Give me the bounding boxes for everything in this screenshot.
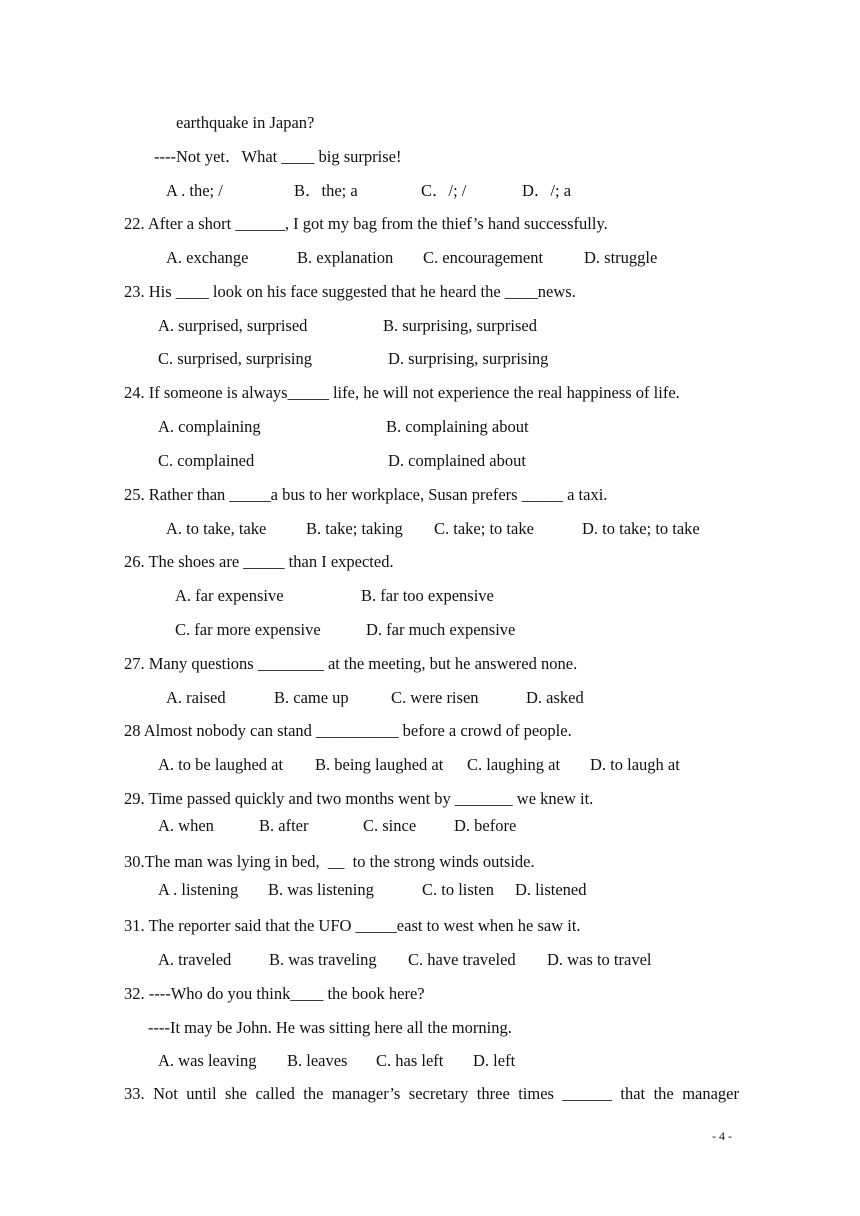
- q32-option-a: A. was leaving: [158, 1051, 257, 1070]
- q24-option-d: D. complained about: [388, 451, 526, 470]
- q21-option-a: A . the; /: [166, 181, 223, 200]
- q23-option-d: D. surprising, surprising: [388, 349, 549, 368]
- q25-option-c: C. take; to take: [434, 519, 534, 538]
- q30-option-b: B. was listening: [268, 880, 374, 899]
- q21-option-d: D．/; a: [522, 181, 572, 200]
- question-24: 24. If someone is always_____ life, he will not experience the real happiness of life.: [124, 383, 680, 402]
- page-number: - 4 -: [712, 1129, 732, 1143]
- q24-option-a: A. complaining: [158, 417, 261, 436]
- question-22: 22. After a short ______, I got my bag from the thief’s hand successfully.: [124, 214, 608, 233]
- q32-option-c: C. has left: [376, 1051, 444, 1070]
- q31-option-a: A. traveled: [158, 950, 232, 969]
- q27-option-c: C. were risen: [391, 688, 479, 707]
- q22-option-d: D. struggle: [584, 248, 658, 267]
- q28-option-c: C. laughing at: [467, 755, 561, 774]
- q25-option-d: D. to take; to take: [582, 519, 700, 538]
- q29-option-a: A. when: [158, 816, 214, 835]
- q23-option-c: C. surprised, surprising: [158, 349, 312, 368]
- q21-option-c: C．/; /: [421, 181, 467, 200]
- question-26: 26. The shoes are _____ than I expected.: [124, 552, 394, 571]
- question-31: 31. The reporter said that the UFO _____east to west when he saw it.: [124, 916, 581, 935]
- q25-option-b: B. take; taking: [306, 519, 403, 538]
- q24-option-c: C. complained: [158, 451, 255, 470]
- question-30: 30.The man was lying in bed, __ to the strong winds outside.: [124, 852, 535, 871]
- q28-option-a: A. to be laughed at: [158, 755, 284, 774]
- question-23: 23. His ____ look on his face suggested that he heard the ____news.: [124, 282, 576, 301]
- question-32: 32. ----Who do you think____ the book here?: [124, 984, 425, 1003]
- q29-option-d: D. before: [454, 816, 517, 835]
- q21-option-b: B．the; a: [294, 181, 358, 200]
- q32-option-b: B. leaves: [287, 1051, 348, 1070]
- question-27: 27. Many questions ________ at the meeting, but he answered none.: [124, 654, 578, 673]
- q29-option-b: B. after: [259, 816, 309, 835]
- q27-option-d: D. asked: [526, 688, 584, 707]
- q26-option-a: A. far expensive: [175, 586, 284, 605]
- q24-option-b: B. complaining about: [386, 417, 529, 436]
- question-32-reply: ----It may be John. He was sitting here all the morning.: [148, 1018, 512, 1037]
- q29-option-c: C. since: [363, 816, 417, 835]
- q31-option-b: B. was traveling: [269, 950, 377, 969]
- q26-option-c: C. far more expensive: [175, 620, 321, 639]
- q23-option-b: B. surprising, surprised: [383, 316, 537, 335]
- q27-option-a: A. raised: [166, 688, 226, 707]
- q32-option-d: D. left: [473, 1051, 516, 1070]
- question-25: 25. Rather than _____a bus to her workplace, Susan prefers _____ a taxi.: [124, 485, 608, 504]
- q22-option-c: C. encouragement: [423, 248, 544, 267]
- q23-option-a: A. surprised, surprised: [158, 316, 308, 335]
- q26-option-b: B. far too expensive: [361, 586, 494, 605]
- q25-option-a: A. to take, take: [166, 519, 267, 538]
- q28-option-d: D. to laugh at: [590, 755, 680, 774]
- q22-option-b: B. explanation: [297, 248, 394, 267]
- q30-option-c: C. to listen: [422, 880, 494, 899]
- q31-option-d: D. was to travel: [547, 950, 652, 969]
- q28-option-b: B. being laughed at: [315, 755, 444, 774]
- q26-option-d: D. far much expensive: [366, 620, 516, 639]
- q31-option-c: C. have traveled: [408, 950, 516, 969]
- question-21-reply: ----Not yet．What ____ big surprise!: [154, 147, 402, 166]
- question-21-continuation: earthquake in Japan?: [176, 113, 315, 132]
- q30-option-a: A . listening: [158, 880, 239, 899]
- question-29: 29. Time passed quickly and two months went by _______ we knew it.: [124, 789, 594, 808]
- q27-option-b: B. came up: [274, 688, 349, 707]
- question-28: 28 Almost nobody can stand __________ before a crowd of people.: [124, 721, 572, 740]
- q22-option-a: A. exchange: [166, 248, 249, 267]
- q30-option-d: D. listened: [515, 880, 587, 899]
- question-33: 33. Not until she called the manager’s secretary three times ______ that the manager: [124, 1084, 739, 1103]
